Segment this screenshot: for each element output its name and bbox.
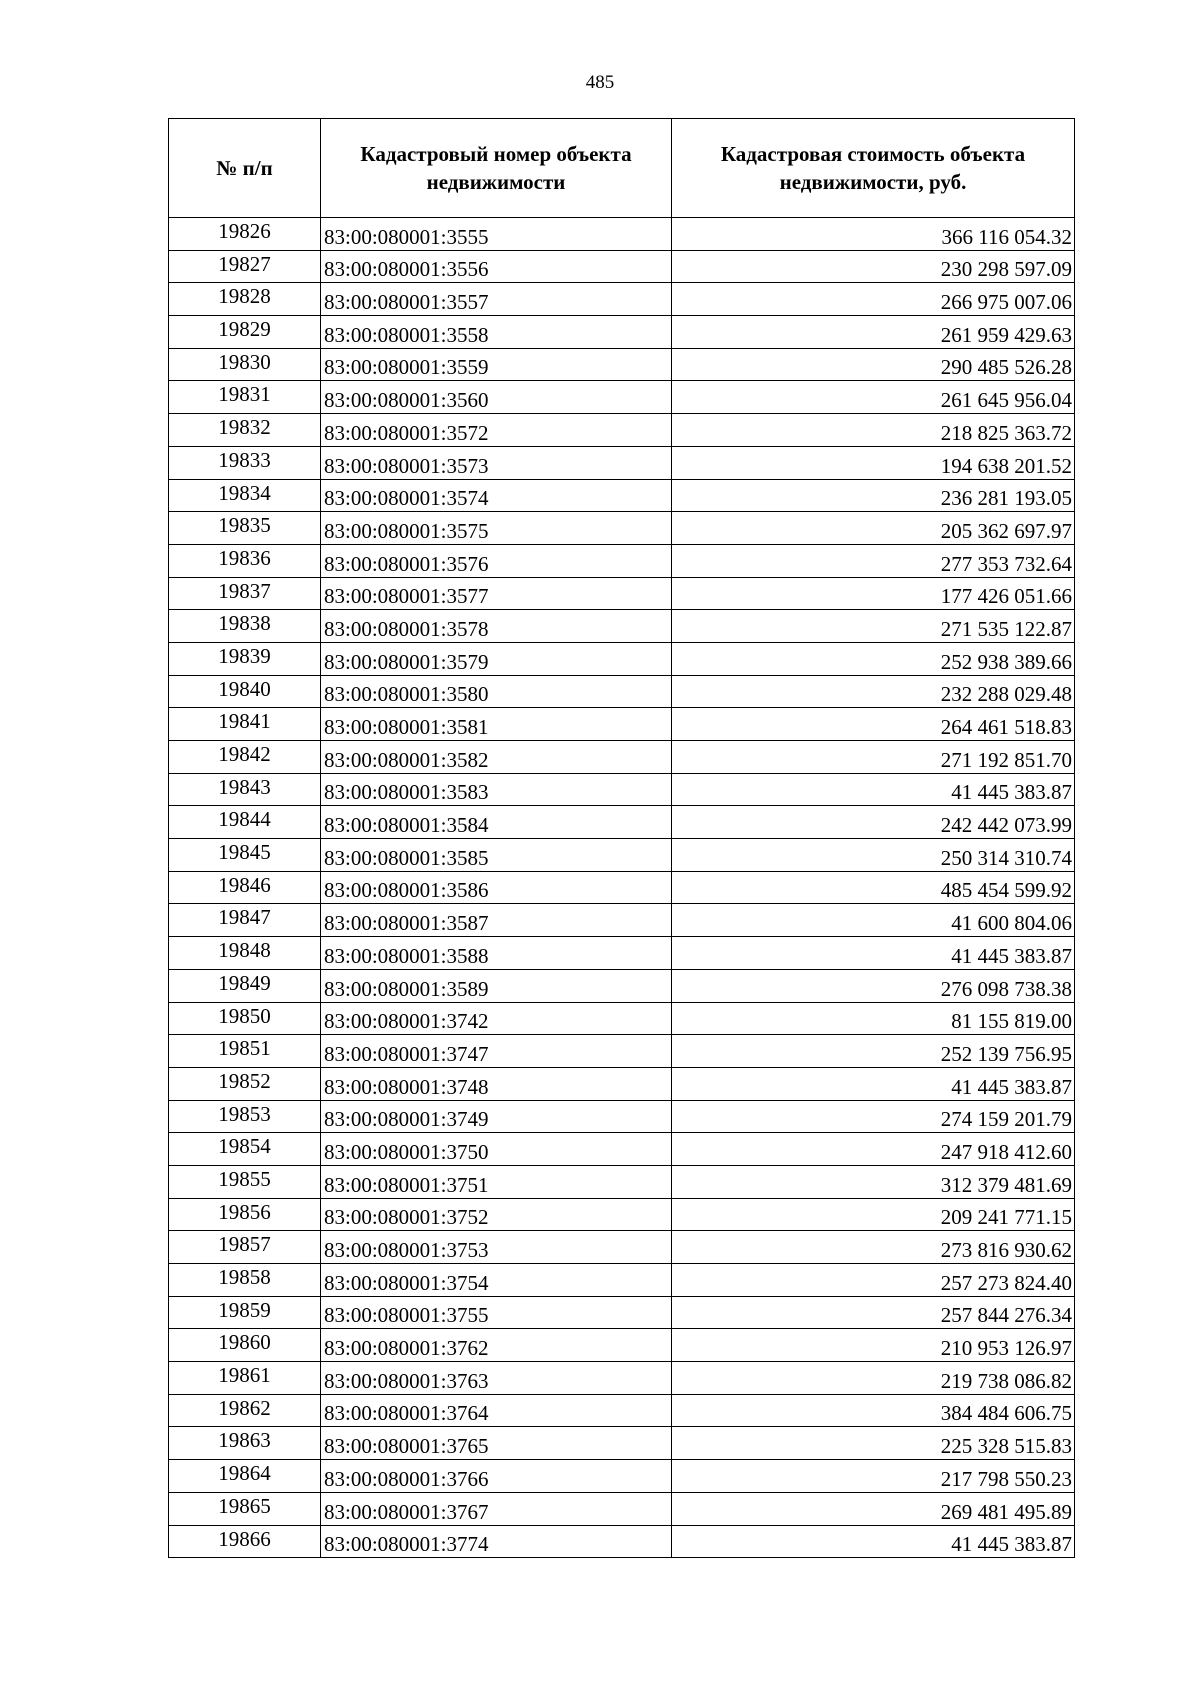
table-row [169,544,1075,577]
row-number-cell: 19831 [169,381,321,414]
row-number-cell: 19828 [169,283,321,316]
cadastral-value-cell: 177 426 051.66 [672,577,1075,610]
table-row [169,741,1075,774]
cadastral-number-cell: 83:00:080001:3753 [321,1231,672,1264]
row-number-cell: 19863 [169,1427,321,1460]
header-cadastral-number: Кадастровый номер объекта недвижимости [321,119,672,218]
cadastral-value-cell: 225 328 515.83 [672,1427,1075,1460]
table-row [169,1231,1075,1264]
cadastral-value-cell: 209 241 771.15 [672,1198,1075,1231]
table-row [169,1100,1075,1133]
row-number-cell: 19834 [169,479,321,512]
table-row [169,1133,1075,1166]
cadastral-number-cell: 83:00:080001:3774 [321,1525,672,1558]
table-row [169,512,1075,545]
cadastral-value-cell: 290 485 526.28 [672,348,1075,381]
table-row [169,1067,1075,1100]
cadastral-value-cell: 41 445 383.87 [672,773,1075,806]
cadastral-number-cell: 83:00:080001:3575 [321,512,672,545]
cadastral-value-cell: 236 281 193.05 [672,479,1075,512]
row-number-cell: 19842 [169,741,321,774]
row-number-cell: 19854 [169,1133,321,1166]
table-row [169,316,1075,349]
cadastral-number-cell: 83:00:080001:3752 [321,1198,672,1231]
row-number-cell: 19839 [169,642,321,675]
row-number-cell: 19847 [169,904,321,937]
cadastral-value-cell: 257 844 276.34 [672,1296,1075,1329]
row-number-cell: 19838 [169,610,321,643]
cadastral-number-cell: 83:00:080001:3583 [321,773,672,806]
table-row [169,381,1075,414]
table-row [169,675,1075,708]
cadastral-number-cell: 83:00:080001:3754 [321,1264,672,1297]
table-row [169,1035,1075,1068]
cadastral-value-cell: 257 273 824.40 [672,1264,1075,1297]
cadastral-value-cell: 277 353 732.64 [672,544,1075,577]
cadastral-number-cell: 83:00:080001:3750 [321,1133,672,1166]
cadastral-value-cell: 217 798 550.23 [672,1460,1075,1493]
row-number-cell: 19841 [169,708,321,741]
table-row [169,610,1075,643]
cadastral-number-cell: 83:00:080001:3580 [321,675,672,708]
cadastral-number-cell: 83:00:080001:3581 [321,708,672,741]
cadastral-number-cell: 83:00:080001:3586 [321,871,672,904]
row-number-cell: 19855 [169,1165,321,1198]
table-header [169,119,1075,218]
row-number-cell: 19843 [169,773,321,806]
cadastral-number-cell: 83:00:080001:3558 [321,316,672,349]
cadastral-value-cell: 252 938 389.66 [672,642,1075,675]
table-row [169,1165,1075,1198]
cadastral-number-cell: 83:00:080001:3765 [321,1427,672,1460]
cadastral-number-cell: 83:00:080001:3577 [321,577,672,610]
row-number-cell: 19827 [169,250,321,283]
table-row [169,218,1075,251]
row-number-cell: 19865 [169,1492,321,1525]
cadastral-number-cell: 83:00:080001:3579 [321,642,672,675]
cadastral-value-cell: 366 116 054.32 [672,218,1075,251]
cadastral-number-cell: 83:00:080001:3589 [321,969,672,1002]
table-row [169,839,1075,872]
table-row [169,446,1075,479]
row-number-cell: 19849 [169,969,321,1002]
cadastral-value-cell: 219 738 086.82 [672,1362,1075,1395]
cadastral-value-cell: 274 159 201.79 [672,1100,1075,1133]
cadastral-number-cell: 83:00:080001:3560 [321,381,672,414]
row-number-cell: 19848 [169,937,321,970]
row-number-cell: 19844 [169,806,321,839]
cadastral-number-cell: 83:00:080001:3749 [321,1100,672,1133]
cadastral-value-cell: 384 484 606.75 [672,1394,1075,1427]
cadastral-value-cell: 41 445 383.87 [672,1525,1075,1558]
row-number-cell: 19826 [169,218,321,251]
cadastral-number-cell: 83:00:080001:3556 [321,250,672,283]
row-number-cell: 19861 [169,1362,321,1395]
cadastral-number-cell: 83:00:080001:3576 [321,544,672,577]
cadastral-value-cell: 210 953 126.97 [672,1329,1075,1362]
cadastral-value-cell: 271 192 851.70 [672,741,1075,774]
table-row [169,577,1075,610]
cadastral-number-cell: 83:00:080001:3585 [321,839,672,872]
row-number-cell: 19835 [169,512,321,545]
table-row [169,1296,1075,1329]
cadastral-value-cell: 41 445 383.87 [672,937,1075,970]
row-number-cell: 19860 [169,1329,321,1362]
cadastral-value-cell: 271 535 122.87 [672,610,1075,643]
cadastral-value-cell: 218 825 363.72 [672,414,1075,447]
cadastral-value-cell: 273 816 930.62 [672,1231,1075,1264]
table-row [169,871,1075,904]
cadastral-number-cell: 83:00:080001:3572 [321,414,672,447]
cadastral-value-cell: 194 638 201.52 [672,446,1075,479]
row-number-cell: 19857 [169,1231,321,1264]
row-number-cell: 19852 [169,1067,321,1100]
table-row [169,904,1075,937]
table-row [169,642,1075,675]
row-number-cell: 19840 [169,675,321,708]
table-row [169,1002,1075,1035]
cadastral-value-cell: 261 959 429.63 [672,316,1075,349]
table-row [169,1394,1075,1427]
row-number-cell: 19845 [169,839,321,872]
page-number: 485 [585,72,615,93]
cadastral-value-cell: 250 314 310.74 [672,839,1075,872]
cadastral-value-cell: 269 481 495.89 [672,1492,1075,1525]
table-row [169,283,1075,316]
cadastral-value-cell: 312 379 481.69 [672,1165,1075,1198]
cadastral-number-cell: 83:00:080001:3748 [321,1067,672,1100]
row-number-cell: 19830 [169,348,321,381]
cadastral-number-cell: 83:00:080001:3559 [321,348,672,381]
table-row [169,348,1075,381]
row-number-cell: 19833 [169,446,321,479]
cadastral-number-cell: 83:00:080001:3555 [321,218,672,251]
table-row [169,1264,1075,1297]
cadastral-value-cell: 252 139 756.95 [672,1035,1075,1068]
table-row [169,1525,1075,1558]
row-number-cell: 19851 [169,1035,321,1068]
cadastral-number-cell: 83:00:080001:3584 [321,806,672,839]
cadastral-number-cell: 83:00:080001:3764 [321,1394,672,1427]
cadastral-value-cell: 242 442 073.99 [672,806,1075,839]
cadastral-number-cell: 83:00:080001:3574 [321,479,672,512]
cadastral-value-cell: 247 918 412.60 [672,1133,1075,1166]
cadastral-value-cell: 266 975 007.06 [672,283,1075,316]
cadastral-number-cell: 83:00:080001:3573 [321,446,672,479]
table-header-row [169,119,1075,218]
row-number-cell: 19864 [169,1460,321,1493]
cadastral-number-cell: 83:00:080001:3755 [321,1296,672,1329]
row-number-cell: 19836 [169,544,321,577]
row-number-cell: 19837 [169,577,321,610]
cadastral-table-container [168,118,1074,1558]
table-row [169,1329,1075,1362]
table-row [169,773,1075,806]
cadastral-value-cell: 205 362 697.97 [672,512,1075,545]
cadastral-number-cell: 83:00:080001:3582 [321,741,672,774]
header-row-number: № п/п [169,119,321,218]
cadastral-number-cell: 83:00:080001:3557 [321,283,672,316]
cadastral-number-cell: 83:00:080001:3766 [321,1460,672,1493]
table-row [169,479,1075,512]
row-number-cell: 19866 [169,1525,321,1558]
cadastral-value-table [168,118,1075,1558]
row-number-cell: 19829 [169,316,321,349]
table-row [169,1460,1075,1493]
table-row [169,414,1075,447]
cadastral-number-cell: 83:00:080001:3742 [321,1002,672,1035]
row-number-cell: 19853 [169,1100,321,1133]
row-number-cell: 19862 [169,1394,321,1427]
table-row [169,1362,1075,1395]
cadastral-number-cell: 83:00:080001:3751 [321,1165,672,1198]
table-row [169,1427,1075,1460]
table-row [169,250,1075,283]
cadastral-number-cell: 83:00:080001:3767 [321,1492,672,1525]
table-row [169,1492,1075,1525]
row-number-cell: 19832 [169,414,321,447]
row-number-cell: 19858 [169,1264,321,1297]
cadastral-value-cell: 261 645 956.04 [672,381,1075,414]
row-number-cell: 19856 [169,1198,321,1231]
row-number-cell: 19850 [169,1002,321,1035]
cadastral-value-cell: 230 298 597.09 [672,250,1075,283]
table-row [169,806,1075,839]
cadastral-value-cell: 232 288 029.48 [672,675,1075,708]
cadastral-number-cell: 83:00:080001:3588 [321,937,672,970]
cadastral-number-cell: 83:00:080001:3762 [321,1329,672,1362]
cadastral-number-cell: 83:00:080001:3587 [321,904,672,937]
table-row [169,969,1075,1002]
table-body [169,218,1075,1558]
row-number-cell: 19859 [169,1296,321,1329]
table-row [169,1198,1075,1231]
cadastral-number-cell: 83:00:080001:3578 [321,610,672,643]
cadastral-value-cell: 485 454 599.92 [672,871,1075,904]
cadastral-value-cell: 276 098 738.38 [672,969,1075,1002]
table-row [169,937,1075,970]
cadastral-value-cell: 41 600 804.06 [672,904,1075,937]
row-number-cell: 19846 [169,871,321,904]
header-cadastral-value: Кадастровая стоимость объекта недвижимости, руб. [672,119,1075,218]
cadastral-number-cell: 83:00:080001:3747 [321,1035,672,1068]
cadastral-number-cell: 83:00:080001:3763 [321,1362,672,1395]
cadastral-value-cell: 41 445 383.87 [672,1067,1075,1100]
table-row [169,708,1075,741]
cadastral-value-cell: 264 461 518.83 [672,708,1075,741]
cadastral-value-cell: 81 155 819.00 [672,1002,1075,1035]
